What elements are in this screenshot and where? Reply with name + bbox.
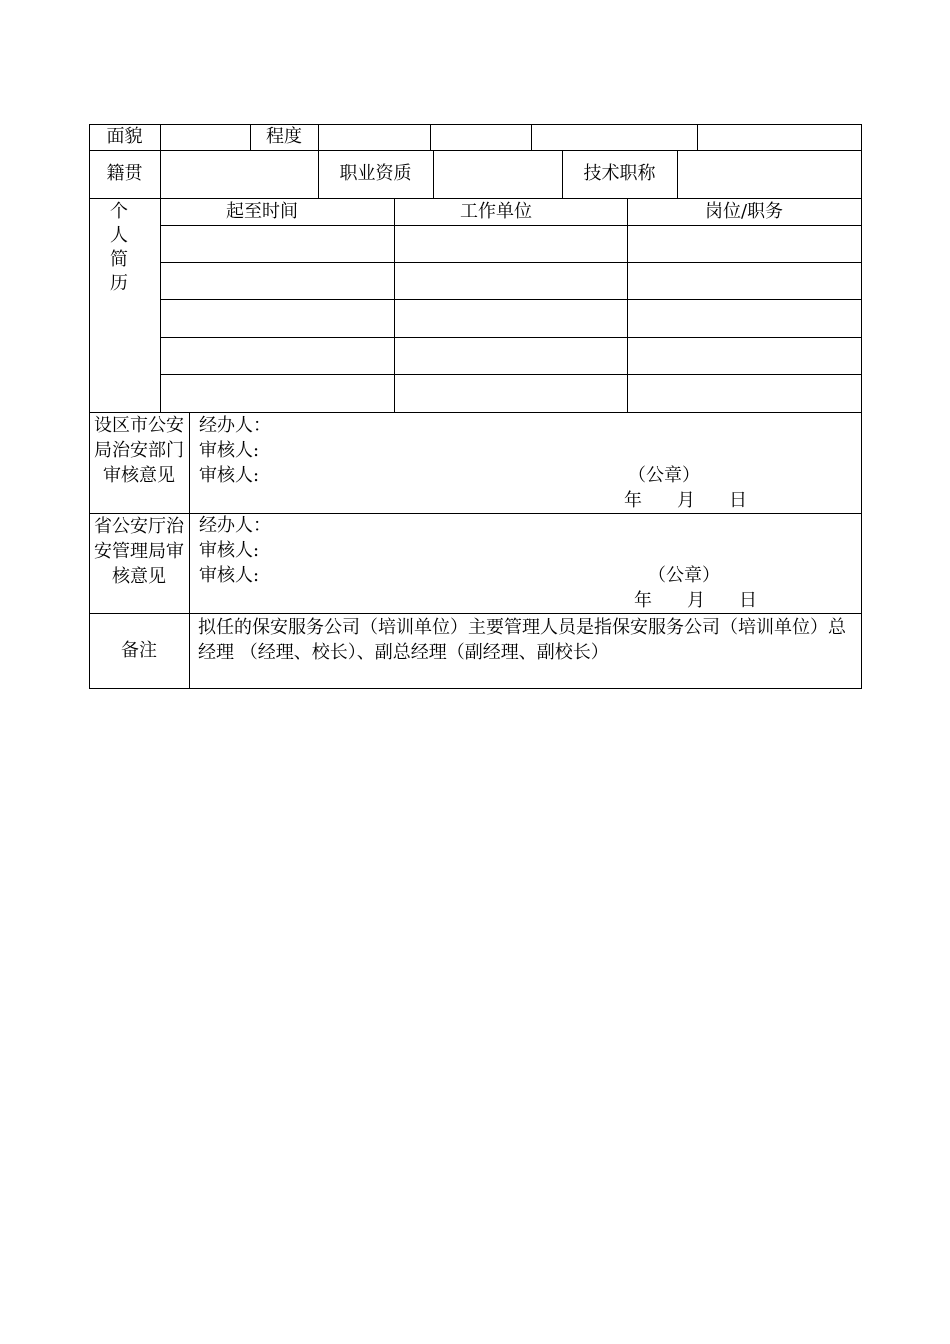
table-border-top <box>89 124 861 125</box>
province-reviewer-label: 审核人: <box>199 540 260 561</box>
province-reviewer-label-2: 审核人: <box>199 565 260 586</box>
col-divider <box>433 150 434 198</box>
city-handler-label: 经办人： <box>199 415 271 436</box>
education-label: 程度 <box>266 126 302 147</box>
province-handler-label: 经办人： <box>199 515 271 536</box>
city-reviewer-label-2: 审核人: <box>199 465 260 486</box>
row-divider <box>160 374 861 375</box>
col-divider <box>627 198 628 412</box>
row-divider <box>160 337 861 338</box>
city-seal-label: （公章） <box>628 465 700 486</box>
remark-label: 备注 <box>121 640 157 661</box>
resume-header-employer: 工作单位 <box>460 201 532 222</box>
tech-title-label: 技术职称 <box>583 163 656 184</box>
origin-label: 籍贯 <box>106 163 143 184</box>
row-divider <box>160 225 861 226</box>
table-border-bottom <box>89 688 862 689</box>
province-date-month: 月 <box>687 590 705 611</box>
city-date-month: 月 <box>677 490 695 511</box>
row-divider <box>89 150 861 151</box>
col-divider <box>531 124 532 150</box>
col-divider <box>430 124 431 150</box>
table-border-right <box>861 124 862 689</box>
province-date-year: 年 <box>634 590 652 611</box>
col-divider <box>697 124 698 150</box>
qualification-label: 职业资质 <box>339 163 412 184</box>
remark-text: 拟任的保安服务公司（培训单位）主要管理人员是指保安服务公司（培训单位）总经理 （经理、校长）、副总经理（副经理、副校长） <box>198 617 846 663</box>
row-divider <box>89 613 861 614</box>
resume-header-position: 岗位/职务 <box>704 201 784 222</box>
row-divider <box>89 412 861 413</box>
resume-label: 个 人 简 历 <box>110 201 128 294</box>
row-divider <box>89 198 861 199</box>
province-review-label: 省公安厅治安管理局审核意见 <box>94 516 184 587</box>
political-status-label: 面貌 <box>106 126 143 147</box>
col-divider <box>160 124 161 412</box>
city-review-label: 设区市公安局治安部门审核意见 <box>94 415 184 486</box>
col-divider <box>189 412 190 688</box>
col-divider <box>318 124 319 198</box>
row-divider <box>160 299 861 300</box>
resume-header-period: 起至时间 <box>226 201 298 222</box>
city-date-year: 年 <box>624 490 642 511</box>
col-divider <box>394 198 395 412</box>
city-reviewer-label: 审核人: <box>199 440 260 461</box>
col-divider <box>677 150 678 198</box>
row-divider <box>160 262 861 263</box>
province-seal-label: （公章） <box>648 565 720 586</box>
city-date-day: 日 <box>729 490 747 511</box>
province-date-day: 日 <box>739 590 757 611</box>
